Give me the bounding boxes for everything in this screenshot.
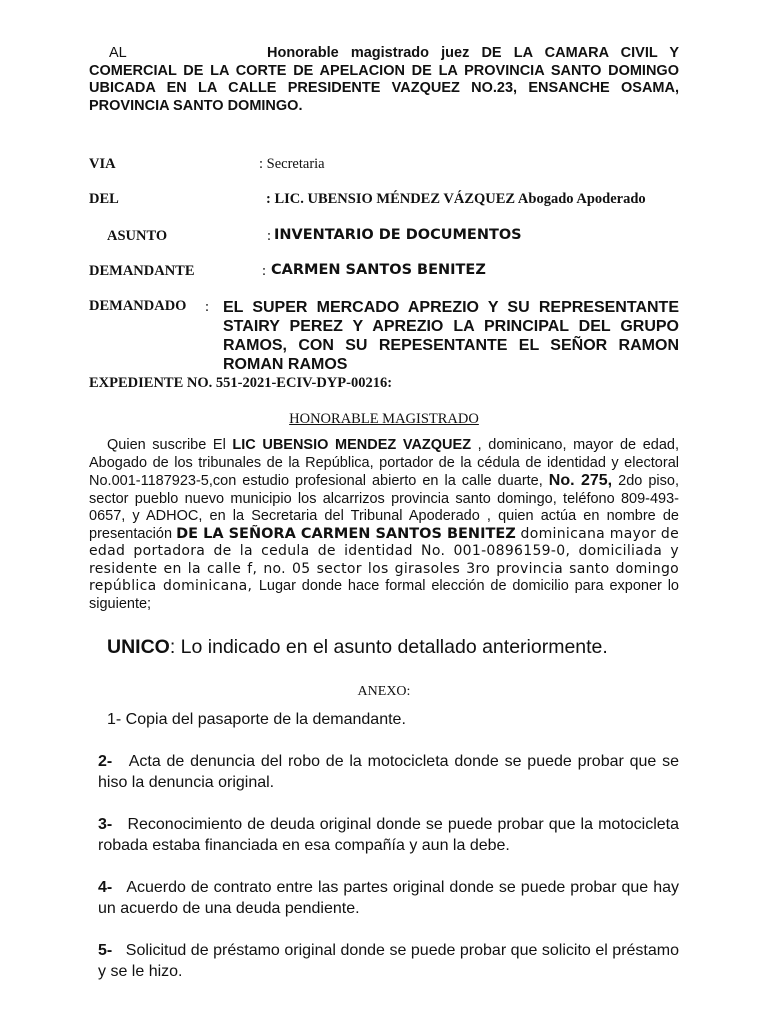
body-text-2: , dominicano, mayor de edad, Abogado de los tribunales de la República, portador de la cédula de identidad y electoral No.001-1187923-5,con estudio profesional abierto en la calle duarte,: [89, 437, 679, 489]
demandante-row: [89, 262, 486, 280]
addressee-block: [89, 45, 679, 115]
demandante-label: DEMANDANTE: [89, 263, 195, 279]
del-label: DEL: [89, 191, 119, 207]
annex-item: [98, 814, 684, 856]
annex-item: [107, 709, 688, 730]
del-row: [89, 191, 646, 208]
unico-label: UNICO: [107, 636, 170, 658]
unico-text: : Lo indicado en el asunto detallado anteriormente.: [169, 636, 608, 658]
annex-text: Copia del pasaporte de la demandante.: [121, 711, 406, 728]
annex-number: 4-: [98, 879, 113, 896]
addressee-text: Honorable magistrado juez DE LA CAMARA CIVIL Y COMERCIAL DE LA CORTE DE APELACION DE LA PROVINCIA SANTO DOMINGO UBICADA EN LA CALLE PRESIDENTE VAZQUEZ NO.23, ENSANCHE OSAMA, PROVINCIA SANTO DOMINGO.: [89, 45, 679, 114]
asunto-value: INVENTARIO DE DOCUMENTOS: [274, 227, 522, 243]
annex-text: Acta de denuncia del robo de la motocicleta donde se puede probar que se hiso la denuncia original.: [98, 753, 684, 791]
asunto-colon: :: [267, 228, 272, 244]
salutation: HONORABLE MAGISTRADO: [289, 411, 479, 427]
body-text-1: Quien suscribe El: [107, 437, 233, 453]
asunto-label: ASUNTO: [107, 228, 168, 244]
demandado-label: DEMANDADO: [89, 298, 187, 314]
unico-statement: [107, 636, 608, 659]
annex-number: 1-: [107, 711, 122, 728]
demandado-row: [89, 298, 679, 373]
via-label: VIA: [89, 156, 116, 172]
demandado-colon: :: [205, 299, 210, 315]
expediente-number: EXPEDIENTE NO. 551-2021-ECIV-DYP-00216:: [89, 375, 393, 391]
body-text-3: 2do piso, sector pueblo nuevo municipio los alcarrizos provincia santo domingo, teléfono 809-493-0657, y ADHOC, en la Secretaria del Tribunal Apoderado , quien actúa en nombre de presentación: [89, 473, 679, 542]
asunto-row: [89, 227, 522, 245]
via-row: [89, 156, 325, 173]
demandado-value: EL SUPER MERCADO APREZIO Y SU REPRESENTANTE STAIRY PEREZ Y APREZIO LA PRINCIPAL DEL GRUPO RAMOS, CON SU REPESENTANTE EL SEÑOR RAMON ROMAN RAMOS: [223, 299, 679, 373]
body-text-5: Lugar donde hace formal elección de domicilio para exponer lo siguiente;: [89, 578, 679, 612]
annex-number: 2-: [98, 753, 113, 770]
address-number: No. 275,: [548, 472, 613, 489]
del-value: : LIC. UBENSIO MÉNDEZ VÁZQUEZ Abogado Apoderado: [266, 191, 646, 207]
annex-item: [98, 877, 684, 919]
body-text-4: dominicana mayor de edad portadora de la cedula de identidad No. 001-0896159-0, domiciliada y residente en la calle f, no. 05 sector los girasoles 3ro provincia santo domingo república dominicana,: [89, 525, 679, 594]
annex-number: 5-: [98, 942, 113, 959]
via-value: : Secretaria: [259, 156, 325, 172]
body-paragraph: [89, 437, 679, 613]
demandante-colon: :: [262, 263, 267, 279]
annex-text: Solicitud de préstamo original donde se puede probar que solicito el préstamo y se le hizo.: [98, 942, 684, 980]
al-label: AL: [109, 45, 127, 61]
lawyer-name: LIC UBENSIO MENDEZ VAZQUEZ: [232, 437, 472, 453]
client-name: DE LA SEÑORA CARMEN SANTOS BENITEZ: [176, 525, 516, 542]
annex-item: [98, 940, 684, 982]
annex-text: Acuerdo de contrato entre las partes original donde se puede probar que hay un acuerdo de una deuda pendiente.: [98, 879, 684, 917]
annex-text: Reconocimiento de deuda original donde se puede probar que la motocicleta robada estaba financiada en esa compañía y aun la debe.: [98, 816, 684, 854]
demandante-value: CARMEN SANTOS BENITEZ: [271, 262, 486, 278]
annex-number: 3-: [98, 816, 113, 833]
annex-item: [98, 751, 684, 793]
anexo-heading: ANEXO:: [357, 684, 411, 699]
